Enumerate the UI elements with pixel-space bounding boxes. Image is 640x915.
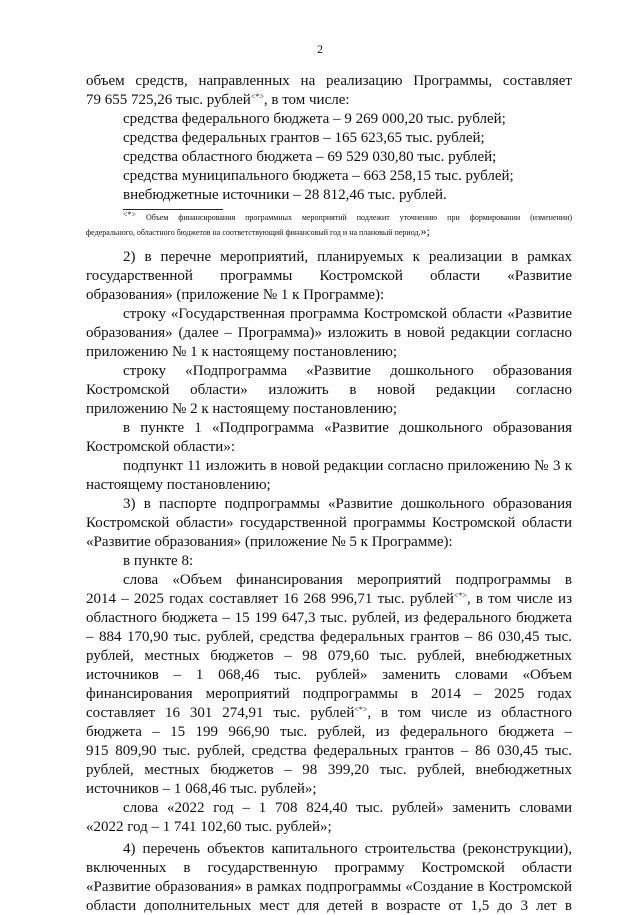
text-line: области дополнительных мест для детей в возрасте от 1,5 до 3 лет в (86, 898, 572, 914)
footnote-mark: <*> (453, 591, 467, 600)
text-line: 915 809,90 тыс. рублей, средства федеральных грантов – 86 030,45 тыс. (86, 743, 572, 759)
text-line: областного бюджета – 15 199 647,3 тыс. рублей, из федерального бюджета (86, 610, 572, 626)
text-line: Костромской области»: (86, 439, 236, 455)
text-line: 4) перечень объектов капитального строительства (реконструкции), (123, 841, 572, 857)
footnote-mark: <*> (354, 705, 368, 714)
text-line: средства федерального бюджета – 9 269 000,20 тыс. рублей; (123, 111, 506, 127)
text-line: образования» (приложение № 1 к Программе): (86, 287, 385, 303)
footnote-mark: <*> (250, 92, 264, 101)
text-line: финансирования мероприятий подпрограммы в 2014 – 2025 годах (86, 686, 572, 702)
text-line: слова «2022 год – 1 708 824,40 тыс. рублей» заменить словами (123, 800, 572, 816)
text-line: 3) в паспорте подпрограммы «Развитие дошкольного образования (123, 496, 572, 512)
text-line: источников – 1 068,46 тыс. рублей» заменить словами «Объем (86, 667, 572, 683)
text-line: внебюджетные источники – 28 812,46 тыс. рублей. (123, 187, 447, 203)
text-line: «Развитие образования» (приложение № 5 к Программе): (86, 534, 453, 550)
text-line: рублей, местных бюджетов – 98 079,60 тыс. рублей, внебюджетных (86, 648, 572, 664)
footnote-separator (123, 209, 223, 210)
text-line: «2022 год – 1 741 102,60 тыс. рублей»; (86, 819, 332, 835)
text-line: средства федеральных грантов – 165 623,65 тыс. рублей; (123, 130, 485, 146)
text-line: Костромской области» изложить в новой редакции согласно (86, 382, 572, 398)
text-line: 79 655 725,26 тыс. рублей<*>, в том числе: (86, 92, 350, 108)
text-line: 2014 – 2025 годах составляет 16 268 996,71 тыс. рублей<*>, в том числе из (86, 591, 572, 607)
text-line: приложению № 1 к настоящему постановлению; (86, 344, 398, 360)
text-line: средства областного бюджета – 69 529 030,80 тыс. рублей; (123, 149, 497, 165)
text-line: приложению № 2 к настоящему постановлению; (86, 401, 398, 417)
text-line: бюджета – 15 199 966,90 тыс. рублей, из федерального бюджета – (86, 724, 572, 740)
text-line: составляет 16 301 274,91 тыс. рублей<*>, в том числе из областного (86, 705, 572, 721)
text-line: источников – 1 068,46 тыс. рублей»; (86, 781, 317, 797)
text-line: рублей, местных бюджетов – 98 399,20 тыс. рублей, внебюджетных (86, 762, 572, 778)
text-line: «Развитие образования» в рамках подпрограммы «Создание в Костромской (86, 879, 572, 895)
text-line: государственной программы Костромской области «Развитие (86, 268, 572, 284)
footnote-line: федерального, областного бюджетов на соответствующий финансовый год и на плановый период.»; (86, 224, 430, 238)
text-line: строку «Государственная программа Костромской области «Развитие (123, 306, 572, 322)
text-line: в пункте 8: (123, 553, 194, 569)
text-line: – 884 170,90 тыс. рублей, средства федеральных грантов – 86 030,45 тыс. (86, 629, 572, 645)
text-line: настоящему постановлению; (86, 477, 271, 493)
text-line: строку «Подпрограмма «Развитие дошкольного образования (123, 363, 572, 379)
text-line: объем средств, направленных на реализацию Программы, составляет (86, 73, 572, 89)
text-line: Костромской области» государственной программы Костромской области (86, 515, 572, 531)
text-line: образования» (далее – Программа)» изложить в новой редакции согласно (86, 325, 572, 341)
text-line: 2) в перечне мероприятий, планируемых к реализации в рамках (123, 249, 572, 265)
footnote-line: <*> Объем финансирования программных мероприятий подлежит уточнению при формировании (изменении) (123, 210, 573, 222)
page-number: 2 (317, 42, 323, 56)
text-line: слова «Объем финансирования мероприятий подпрограммы в (123, 572, 572, 588)
text-line: подпункт 11 изложить в новой редакции согласно приложению № 3 к (123, 458, 572, 474)
text-line: в пункте 1 «Подпрограмма «Развитие дошкольного образования (123, 420, 572, 436)
text-line: средства муниципального бюджета – 663 258,15 тыс. рублей; (123, 168, 514, 184)
text-line: включенных в государственную программу Костромской области (86, 860, 572, 876)
